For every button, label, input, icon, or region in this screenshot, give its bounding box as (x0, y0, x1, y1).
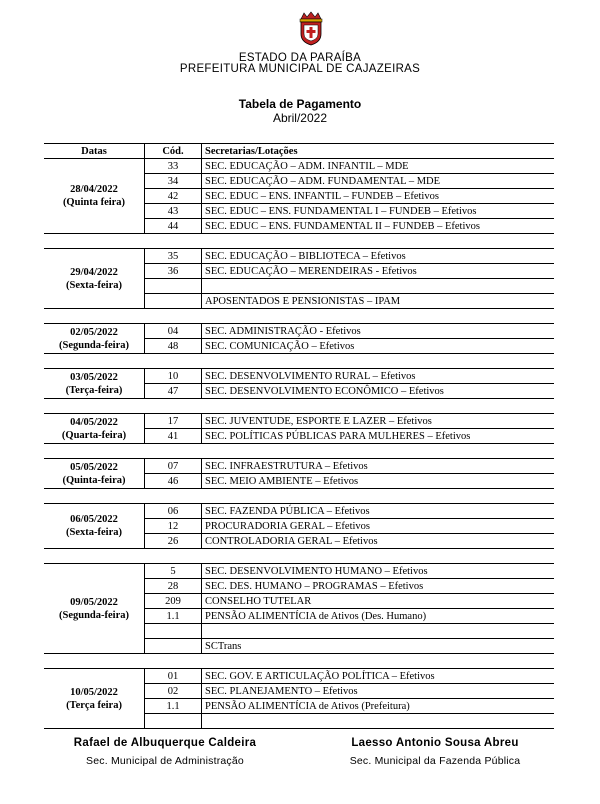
secretariat-cell: CONTROLADORIA GERAL – Efetivos (202, 534, 555, 549)
secretariat-cell: SEC. ADMINISTRAÇÃO - Efetivos (202, 324, 555, 339)
payment-date-cell (44, 564, 145, 654)
payment-weekday: (Sexta-feira) (66, 279, 122, 291)
payment-weekday: (Terça feira) (66, 699, 122, 711)
code-cell: 47 (145, 384, 202, 399)
code-cell: 5 (145, 564, 202, 579)
code-cell: 209 (145, 594, 202, 609)
secretariat-cell (202, 624, 555, 639)
payment-date-cell (44, 249, 145, 309)
code-cell: 44 (145, 219, 202, 234)
code-cell: 42 (145, 189, 202, 204)
secretariat-cell (202, 714, 555, 729)
secretariat-cell: APOSENTADOS E PENSIONISTAS – IPAM (202, 294, 555, 309)
secretariat-cell: SEC. DESENVOLVIMENTO ECONÔMICO – Efetivos (202, 384, 555, 399)
payment-date-cell (44, 504, 145, 549)
payment-weekday: (Segunda-feira) (59, 339, 129, 351)
table-row (44, 414, 554, 429)
payment-weekday: (Terça-feira) (65, 384, 123, 396)
secretariat-cell: PROCURADORIA GERAL – Efetivos (202, 519, 555, 534)
secretariat-cell: SEC. PLANEJAMENTO – Efetivos (202, 684, 555, 699)
group-spacer-row (44, 549, 554, 564)
state-heading: ESTADO DA PARAÍBA (238, 52, 362, 64)
payment-date: 10/05/2022 (70, 686, 118, 698)
code-cell: 17 (145, 414, 202, 429)
group-spacer-row (44, 234, 554, 249)
secretariat-cell: PENSÃO ALIMENTÍCIA de Ativos (Prefeitura) (202, 699, 555, 714)
secretariat-cell: SEC. EDUC – ENS. FUNDAMENTAL II – FUNDEB – Efetivos (202, 219, 555, 234)
code-cell (145, 714, 202, 729)
table-body (44, 159, 554, 729)
code-cell: 48 (145, 339, 202, 354)
payment-date: 03/05/2022 (70, 371, 118, 383)
payment-weekday: (Quinta-feira) (62, 474, 126, 486)
payment-date: 29/04/2022 (70, 266, 118, 278)
document-title: Tabela de Pagamento (238, 97, 362, 111)
payment-date: 06/05/2022 (70, 514, 118, 525)
group-spacer-row (44, 309, 554, 324)
payment-date-cell (44, 369, 145, 399)
secretariat-cell: SEC. COMUNICAÇÃO – Efetivos (202, 339, 555, 354)
payment-weekday: (Sexta-feira) (66, 527, 122, 538)
spacer-cell (44, 234, 554, 249)
municipal-crest-icon (296, 10, 326, 46)
secretariat-cell: PENSÃO ALIMENTÍCIA de Ativos (Des. Humano) (202, 609, 555, 624)
payment-date-cell (44, 414, 145, 444)
spacer-cell (44, 489, 554, 504)
payment-weekday: (Quarta-feira) (61, 429, 127, 441)
code-cell: 41 (145, 429, 202, 444)
table-row (44, 324, 554, 339)
secretariat-cell: SEC. EDUCAÇÃO – BIBLIOTECA – Efetivos (202, 249, 555, 264)
group-spacer-row (44, 654, 554, 669)
code-cell: 43 (145, 204, 202, 219)
code-cell: 04 (145, 324, 202, 339)
code-cell: 35 (145, 249, 202, 264)
payment-date-cell (44, 459, 145, 489)
secretariat-cell: SEC. EDUCAÇÃO – ADM. FUNDAMENTAL – MDE (202, 174, 555, 189)
signatory-name: Rafael de Albuquerque Caldeira (73, 737, 257, 749)
code-cell: 07 (145, 459, 202, 474)
column-header-date: Datas (44, 144, 145, 159)
payment-schedule-table (44, 143, 554, 729)
code-cell: 46 (145, 474, 202, 489)
secretariat-cell: SEC. FAZENDA PÚBLICA – Efetivos (202, 504, 555, 519)
secretariat-cell: SEC. EDUC – ENS. INFANTIL – FUNDEB – Efetivos (202, 189, 555, 204)
table-row (44, 504, 554, 519)
payment-date-cell (44, 324, 145, 354)
code-cell: 12 (145, 519, 202, 534)
code-cell: 06 (145, 504, 202, 519)
secretariat-cell: SEC. POLÍTICAS PÚBLICAS PARA MULHERES – Efetivos (202, 429, 555, 444)
payment-date: 02/05/2022 (70, 326, 118, 338)
code-cell: 36 (145, 264, 202, 279)
document-period: Abril/2022 (272, 111, 328, 125)
table-row (44, 369, 554, 384)
column-header-code: Cód. (145, 144, 202, 159)
table-header-row (44, 144, 554, 159)
signature-block-finance (305, 737, 565, 767)
secretariat-cell: SEC. DESENVOLVIMENTO RURAL – Efetivos (202, 369, 555, 384)
secretariat-cell: SEC. EDUCAÇÃO – ADM. INFANTIL – MDE (202, 159, 555, 174)
column-header-secretariat: Secretarias/Lotações (202, 144, 555, 159)
code-cell: 10 (145, 369, 202, 384)
secretariat-cell: SEC. EDUCAÇÃO – MERENDEIRAS - Efetivos (202, 264, 555, 279)
secretariat-cell (202, 279, 555, 294)
group-spacer-row (44, 489, 554, 504)
payment-weekday: (Segunda-feira) (59, 609, 129, 621)
code-cell: 28 (145, 579, 202, 594)
table-row (44, 249, 554, 264)
payment-date: 09/05/2022 (70, 596, 118, 608)
table-row (44, 159, 554, 174)
secretariat-cell: SEC. JUVENTUDE, ESPORTE E LAZER – Efetivos (202, 414, 555, 429)
secretariat-cell: SEC. EDUC – ENS. FUNDAMENTAL I – FUNDEB – Efetivos (202, 204, 555, 219)
code-cell (145, 624, 202, 639)
code-cell: 01 (145, 669, 202, 684)
secretariat-cell: SEC. INFRAESTRUTURA – Efetivos (202, 459, 555, 474)
spacer-cell (44, 444, 554, 459)
payment-date-cell (44, 159, 145, 234)
code-cell: 34 (145, 174, 202, 189)
secretariat-cell: SEC. DES. HUMANO – PROGRAMAS – Efetivos (202, 579, 555, 594)
payment-date: 04/05/2022 (70, 416, 118, 428)
code-cell: 33 (145, 159, 202, 174)
spacer-cell (44, 654, 554, 669)
code-cell: 26 (145, 534, 202, 549)
signature-block-administration (35, 737, 295, 767)
spacer-cell (44, 309, 554, 324)
code-cell (145, 639, 202, 654)
table-row (44, 669, 554, 684)
code-cell (145, 294, 202, 309)
spacer-cell (44, 399, 554, 414)
spacer-cell (44, 549, 554, 564)
payment-weekday: (Quinta feira) (62, 197, 126, 208)
payment-date: 28/04/2022 (70, 184, 118, 195)
code-cell (145, 279, 202, 294)
group-spacer-row (44, 399, 554, 414)
secretariat-cell: CONSELHO TUTELAR (202, 594, 555, 609)
signatory-name: Laesso Antonio Sousa Abreu (351, 737, 519, 749)
code-cell: 1.1 (145, 609, 202, 624)
signatory-role: Sec. Municipal da Fazenda Pública (349, 755, 521, 767)
code-cell: 02 (145, 684, 202, 699)
payment-date-cell (44, 669, 145, 729)
city-hall-heading: PREFEITURA MUNICIPAL DE CAJAZEIRAS (179, 63, 421, 75)
signatory-role: Sec. Municipal de Administração (86, 755, 244, 767)
secretariat-cell: SCTrans (202, 639, 555, 654)
secretariat-cell: SEC. MEIO AMBIENTE – Efetivos (202, 474, 555, 489)
group-spacer-row (44, 444, 554, 459)
spacer-cell (44, 354, 554, 369)
group-spacer-row (44, 354, 554, 369)
table-row (44, 459, 554, 474)
payment-date: 05/05/2022 (70, 461, 118, 473)
secretariat-cell: SEC. GOV. E ARTICULAÇÃO POLÍTICA – Efetivos (202, 669, 555, 684)
table-row (44, 564, 554, 579)
code-cell: 1.1 (145, 699, 202, 714)
secretariat-cell: SEC. DESENVOLVIMENTO HUMANO – Efetivos (202, 564, 555, 579)
